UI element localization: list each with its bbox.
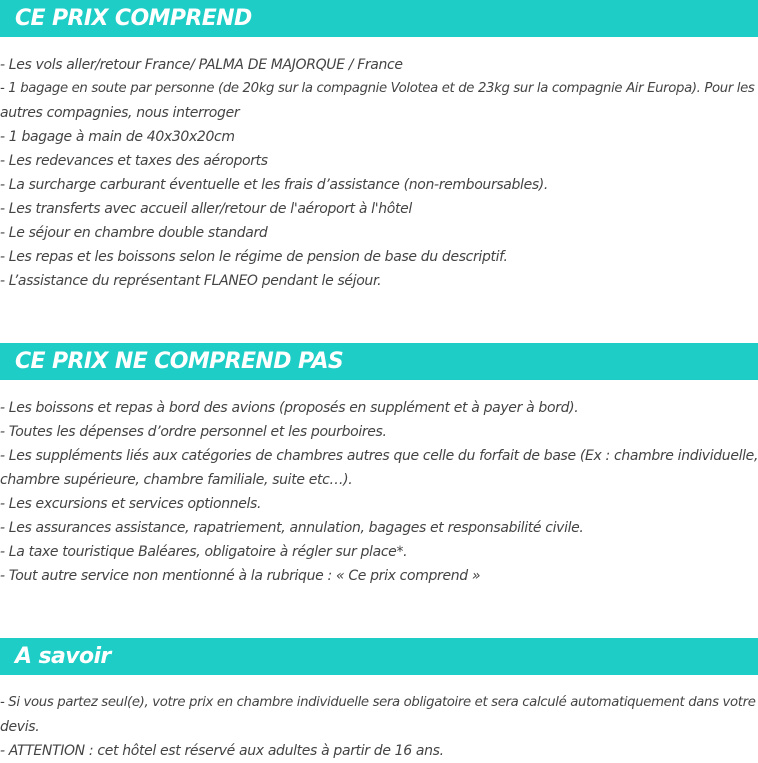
list-item: - Les suppléments liés aux catégories de chambres autres que celle du forfait de base (Ex : chambre individuelle,: [0, 448, 758, 464]
list-item: - Les excursions et services optionnels.: [0, 496, 262, 512]
list-item: devis.: [0, 719, 40, 735]
list-item: - Les vols aller/retour France/ PALMA DE MAJORQUE / France: [0, 57, 403, 73]
section-title: A savoir: [15, 643, 111, 669]
section-title: CE PRIX COMPREND: [15, 5, 252, 31]
section-title: CE PRIX NE COMPREND PAS: [15, 348, 344, 374]
list-item: - La taxe touristique Baléares, obligatoire à régler sur place*.: [0, 544, 408, 560]
list-item: - Les boissons et repas à bord des avions (proposés en supplément et à payer à bord).: [0, 400, 579, 416]
price-includes-list: [0, 53, 758, 293]
list-item: - Les redevances et taxes des aéroports: [0, 153, 268, 169]
list-item: - Le séjour en chambre double standard: [0, 225, 268, 241]
good-to-know-list: [0, 691, 758, 763]
list-item: - ATTENTION : cet hôtel est réservé aux adultes à partir de 16 ans.: [0, 743, 444, 759]
list-item: - Les assurances assistance, rapatriement, annulation, bagages et responsabilité civile.: [0, 520, 584, 536]
list-item: autres compagnies, nous interroger: [0, 105, 240, 121]
list-item: - Si vous partez seul(e), votre prix en chambre individuelle sera obligatoire et sera calculé automatiquement dans votre: [0, 695, 756, 710]
list-item: - La surcharge carburant éventuelle et les frais d’assistance (non-remboursables).: [0, 177, 549, 193]
list-item: - 1 bagage à main de 40x30x20cm: [0, 129, 235, 145]
list-item: - Les transferts avec accueil aller/retour de l'aéroport à l'hôtel: [0, 201, 412, 217]
price-excludes-list: [0, 396, 758, 588]
list-item: - L’assistance du représentant FLANEO pendant le séjour.: [0, 273, 382, 289]
list-item: - Tout autre service non mentionné à la rubrique : « Ce prix comprend »: [0, 568, 481, 584]
section-header-price-includes: [0, 0, 758, 37]
section-header-good-to-know: [0, 638, 758, 675]
list-item: - 1 bagage en soute par personne (de 20kg sur la compagnie Volotea et de 23kg sur la compagnie Air Europa). Pour les: [0, 81, 755, 96]
list-item: chambre supérieure, chambre familiale, suite etc…).: [0, 472, 353, 488]
section-header-price-excludes: [0, 343, 758, 380]
list-item: - Les repas et les boissons selon le régime de pension de base du descriptif.: [0, 249, 508, 265]
list-item: - Toutes les dépenses d’ordre personnel et les pourboires.: [0, 424, 387, 440]
